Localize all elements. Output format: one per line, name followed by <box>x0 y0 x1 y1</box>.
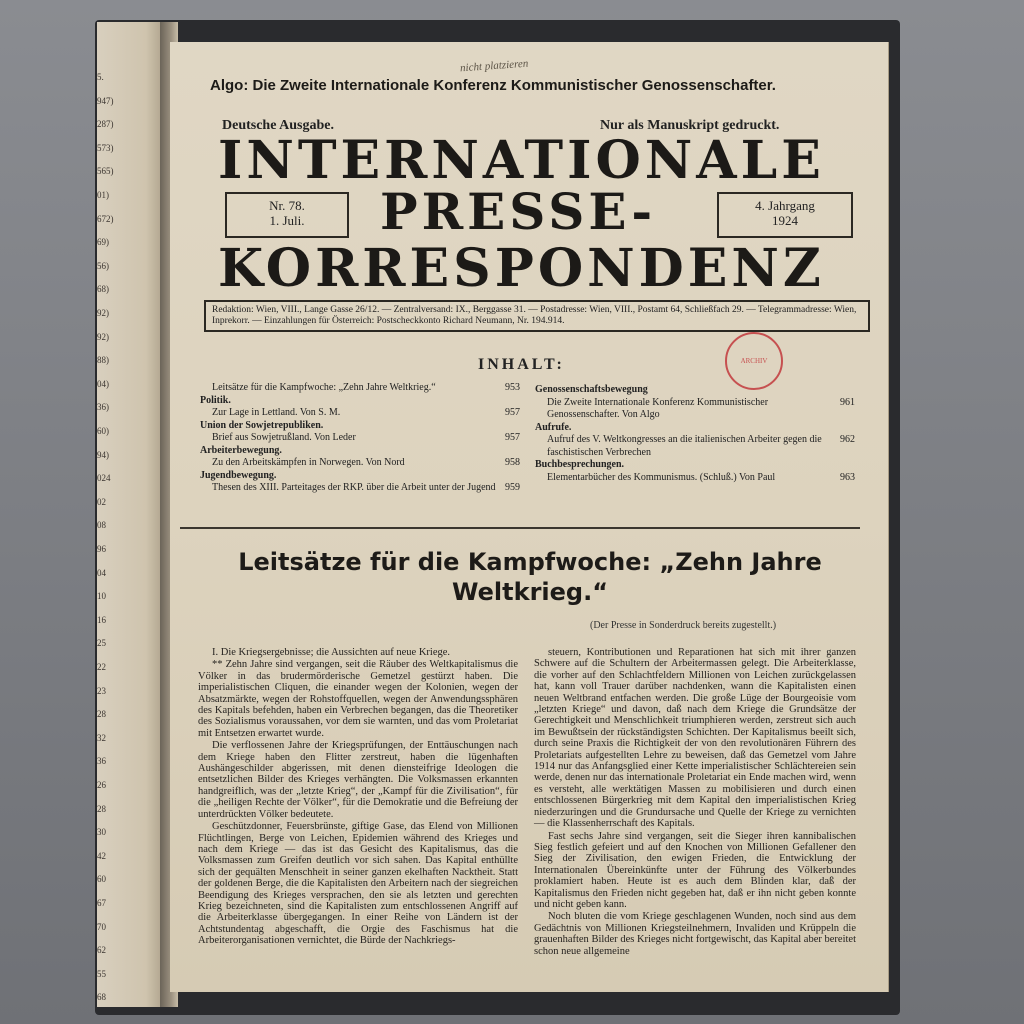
left-page-number: 08 <box>97 520 106 531</box>
top-headline: Algo: Die Zweite Internationale Konferenz Kommunistischer Genossenschafter. <box>210 77 776 94</box>
left-page-number: 69) <box>97 237 109 248</box>
toc-entry <box>200 407 520 420</box>
left-page-number: 67 <box>97 898 106 908</box>
manuscript-label: Nur als Manuskript gedruckt. <box>600 118 780 133</box>
left-page <box>97 22 167 1007</box>
left-page-number: 01) <box>97 190 109 200</box>
left-page-number: 36 <box>97 756 106 767</box>
toc-section: Union der Sowjetrepubliken. <box>200 419 324 431</box>
left-page-number: 565) <box>97 166 114 177</box>
toc-entry-page: 961 <box>840 396 855 408</box>
article-paragraph: steuern, Kontributionen und Reparationen hat sich mit ihrer ganzen Schwere auf die Schultern der Arbeitermassen gelegt. Die Arbeiterklasse, die vorher auf den Schlachtfeldern Millionen von Leichen zurückgelassen hat, kann voll Trauer darüber nachdenken, wann die Kapitalisten einen neuen Weltbrand entfachen werden. Die große Lüge der Bourgeoisie vom „letzten Kriege“ und davon, daß nach dem Kriege die Grundsätze der Gerechtigkeit und Menschlichkeit triumphieren werden, zerstreut sich auch im Bewußtsein der rückständigsten Schichten. Der Kapitalismus beeilt sich, durch seine Praxis die Richtigkeit der von den revolutionären Führern des Proletariats aufgestellten Lehre zu beweisen, daß das Gemetzel vom Jahre 1914 nur das Anfangsglied einer Kette imperialistischer Schlächtereien sein werde, denen nur das internationale Proletariat ein Ende machen wird, wenn es versteht, alle werktätigen Massen zu mobilisieren und durch einen entschlossenen Bürgerkrieg mit dem Kapital den imperialistischen Krieg niederzuringen und die Grundursache und Quelle der Kriege zu vernichten — die Klassenherrschaft des Kapitals. <box>534 647 856 830</box>
left-page-number: 5. <box>97 72 104 82</box>
newspaper-page <box>170 42 889 992</box>
toc-entry <box>200 482 520 495</box>
toc-entry-page: 962 <box>840 434 855 445</box>
left-page-number: 23 <box>97 685 106 696</box>
left-page-number: 92) <box>97 308 109 318</box>
article-subheading: I. Die Kriegsergebnisse; die Aussichten auf neue Kriege. <box>212 647 451 658</box>
toc-entry-title: Leitsätze für die Kampfwoche: „Zehn Jahre Weltkrieg.“ <box>212 382 436 393</box>
year-box <box>717 192 853 238</box>
contents-left <box>200 382 520 495</box>
toc-entry-page: 957 <box>505 407 520 418</box>
article-paragraph: Geschützdonner, Feuersbrünste, giftige Gase, das Elend von Millionen Flüchtlingen, Berge von Leichen, Epidemien während des Krieges und nach dem Kriege — das ist das Gesicht des Kapitalismus, das die Volksmassen zum Greifen deutlich vor sich sahen. Das Kapital enthüllte sich der gequälten Menschheit in seiner ganzen ekelhaften Nacktheit. Statt der goldenen Berge, die die Kapitalisten den Arbeitern nach der siegreichen Beendigung des Krieges versprachen, den sie als letzten und gerechten Krieg bezeichneten, sind die Kapitalisten zum entschlossenen Angriff auf die Arbeiterklasse übergegangen. In einer Reihe von Ländern ist der Achtstundentag abgeschafft, die Orgie des Faschismus hat die Arbeiterorganisationen vernichtet, die Bürde der Nachkriegs- <box>198 821 518 947</box>
toc-entry-title: Aufruf des V. Weltkongresses an die italienischen Arbeiter gegen die faschistischen Verbrechen <box>547 434 822 458</box>
left-page-number: 22 <box>97 662 106 672</box>
left-page-number: 02 <box>97 496 106 507</box>
toc-entry <box>200 432 520 445</box>
toc-section: Buchbesprechungen. <box>535 459 625 470</box>
left-page-number: 287) <box>97 119 114 130</box>
contents-title: INHALT: <box>478 356 565 373</box>
left-page-number: 88) <box>97 355 109 366</box>
left-page-number: 672) <box>97 213 114 224</box>
left-page-number: 10 <box>97 591 106 602</box>
issue-box <box>225 192 349 238</box>
toc-entry-page: 963 <box>840 471 855 483</box>
left-page-number: 04) <box>97 378 109 389</box>
edition-label: Deutsche Ausgabe. <box>222 118 335 133</box>
year-label: 1924 <box>772 213 798 228</box>
archive-stamp: ARCHIV <box>725 332 783 390</box>
toc-entry-title: Zur Lage in Lettland. Von S. M. <box>212 407 341 418</box>
editorial-address: Redaktion: Wien, VIII., Lange Gasse 26/12. — Zentralversand: IX., Berggasse 31. — Postadresse: Wien, VIII., Postamt 64, Schließfach 29. — Telegrammadresse: Wien, Inprekorr. — Einzahlungen für Österreich: Postscheckkonto Richard Neumann, Nr. 194.914. <box>204 300 870 332</box>
left-page-number: 92) <box>97 331 109 342</box>
masthead-line-3: KORRESPONDENZ <box>218 238 825 299</box>
toc-entry-title: Zu den Arbeitskämpfen in Norwegen. Von Nord <box>212 457 405 468</box>
article-paragraph: Fast sechs Jahre sind vergangen, seit die Sieger ihren kannibalischen Sieg festlich gefeiert und auf den Knochen von Millionen Gefallener den Sieg der Zivilisation, den ewigen Frieden, die Entwicklung der Internationalen Übereinkünfte unter der Führung des Völkerbundes proklamiert haben. Heute ist es auch dem Blinden klar, daß der Kapitalismus den Frieden nicht gegeben hat, daß er ihn nicht geben konnte und nicht geben kann. <box>534 830 856 910</box>
toc-entry-page: 957 <box>505 432 520 443</box>
left-page-number: 62 <box>97 945 106 956</box>
left-page-number: 16 <box>97 614 106 625</box>
left-page-number: 68 <box>97 992 106 1003</box>
toc-entry-page: 953 <box>505 382 520 393</box>
article-column-left <box>198 647 518 948</box>
left-page-number: 60 <box>97 874 106 885</box>
toc-section: Politik. <box>200 394 231 406</box>
headline-note: (Der Presse in Sonderdruck bereits zugestellt.) <box>590 620 777 631</box>
left-page-number: 68) <box>97 284 109 295</box>
toc-section: Jugendbewegung. <box>200 469 277 481</box>
article-column-right <box>534 647 856 958</box>
left-page-number: 42 <box>97 850 106 861</box>
left-page-number: 573) <box>97 142 114 153</box>
toc-entry-title: Elementarbücher des Kommunismus. (Schluß.) Von Paul <box>547 471 776 483</box>
left-page-number: 36) <box>97 402 109 413</box>
article-paragraph: Die verflossenen Jahre der Kriegsprüfungen, der Enttäuschungen nach dem Kriege haben den Flitter zerstreut, haben die lügenhaften Aushängeschilder abgerissen, mit denen diensteifrige Ideologen die entsetzlichen Bilder des Krieges verhängten. Die Volksmassen erkannten handgreiflich, was der „letzte Krieg“, der „Kampf für die Zivilisation“, für die „heiligen Rechte der Völker“, für die Demokratie und die Befreiung der unterdrückten Völker bedeutete. <box>198 740 518 820</box>
left-page-number: 25 <box>97 638 106 649</box>
left-page-number: 32 <box>97 732 106 743</box>
toc-entry <box>200 457 520 470</box>
toc-section: Aufrufe. <box>535 421 572 433</box>
toc-section: Genossenschaftsbewegung <box>535 384 648 395</box>
toc-entry-title: Die Zweite Internationale Konferenz Kommunistischer Genossenschafter. Von Algo <box>547 396 769 420</box>
toc-entry-page: 959 <box>505 482 520 493</box>
left-page-number: 947) <box>97 95 114 106</box>
left-page-number: 55 <box>97 968 106 979</box>
left-page-number: 024 <box>97 473 111 484</box>
issue-date: 1. Juli. <box>269 213 305 228</box>
handwritten-note: nicht platzieren <box>459 57 529 75</box>
volume-label: 4. Jahrgang <box>755 198 815 213</box>
issue-number: Nr. 78. <box>269 198 305 213</box>
divider-rule <box>180 527 860 529</box>
article-headline: Leitsätze für die Kampfwoche: „Zehn Jahre Weltkrieg.“ <box>238 548 822 606</box>
article-paragraph: Noch bluten die vom Kriege geschlagenen Wunden, noch sind aus dem Gedächtnis von Millionen Kriegsteilnehmern, Invaliden und Krüppeln die grauenhaften Bilder des Krieges nicht fortgewischt, das Kapital aber bereitet schon neue allgemeine <box>534 911 856 957</box>
toc-entry-title: Brief aus Sowjetrußland. Von Leder <box>212 432 356 443</box>
left-page-number: 28 <box>97 709 106 720</box>
left-page-number: 28 <box>97 803 106 814</box>
left-page-number: 94) <box>97 449 109 460</box>
toc-entry-page: 958 <box>505 457 520 468</box>
article-paragraph: ** Zehn Jahre sind vergangen, seit die Räuber des Weltkapitalismus die Völker in das brudermörderische Gemetzel gestürzt haben. Die imperialistischen Cliquen, die einander wegen der Kolonien, wegen der Absatzmärkte, wegen der Rohstoffquellen, wegen der Anwendungssphären des Kapitals befehden, haben ein Verbrechen begangen, das die Theoretiker des Sozialismus voraussahen, vor dem sie warnten, und das vom Proletariat mit Entsetzen erwartet wurde. <box>198 659 518 739</box>
left-page-number: 30 <box>97 827 106 838</box>
contents-right <box>535 384 855 484</box>
toc-entry <box>535 397 855 422</box>
toc-entry <box>535 472 855 485</box>
toc-entry <box>535 434 855 459</box>
left-page-number: 26 <box>97 780 106 790</box>
toc-entry-title: Thesen des XIII. Parteitages der RKP. über die Arbeit unter der Jugend <box>212 482 496 493</box>
left-page-number: 70 <box>97 921 106 932</box>
left-page-number: 96 <box>97 544 106 554</box>
masthead-line-1: INTERNATIONALE <box>218 130 825 191</box>
left-page-number: 56) <box>97 260 109 271</box>
left-page-number: 04 <box>97 567 106 578</box>
toc-entry <box>200 382 520 395</box>
left-page-number: 60) <box>97 426 109 436</box>
masthead-line-2: PRESSE- <box>380 182 657 241</box>
toc-section: Arbeiterbewegung. <box>200 444 282 456</box>
